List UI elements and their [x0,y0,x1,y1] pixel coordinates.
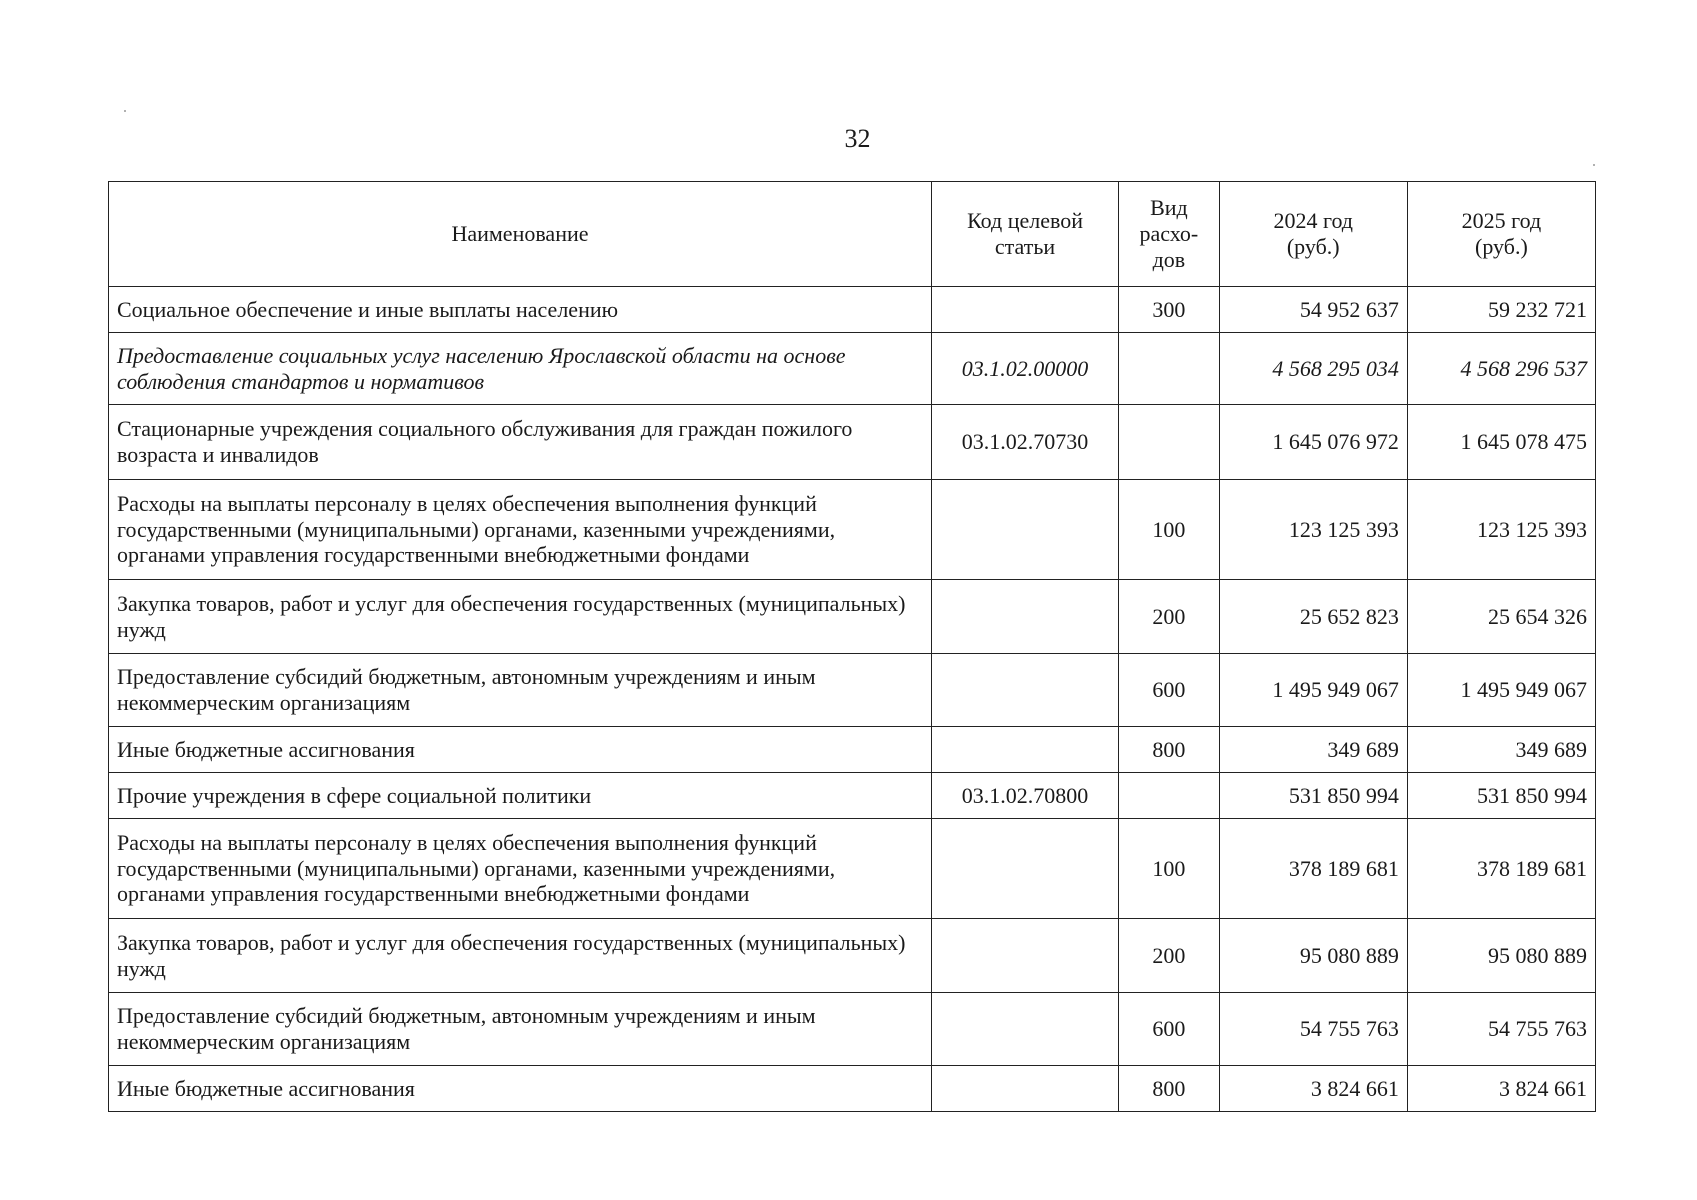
row-name: Закупка товаров, работ и услуг для обеспечения государственных (муниципальных) нужд [109,919,932,993]
row-amount-2025: 349 689 [1407,727,1595,773]
row-name: Расходы на выплаты персоналу в целях обеспечения выполнения функций государственными (муниципальными) органами, казенными учреждениями, органами управления государственными внебюджетными фондами [109,819,932,919]
row-type [1119,333,1220,405]
table-row [109,654,1596,727]
row-name: Иные бюджетные ассигнования [109,1066,932,1112]
table-row [109,287,1596,333]
row-code [931,654,1118,727]
table-row [109,993,1596,1066]
row-amount-2024: 54 952 637 [1219,287,1407,333]
header-year-2024: 2024 год (руб.) [1219,182,1407,287]
row-code [931,580,1118,654]
budget-table [108,181,1596,1112]
row-amount-2025: 3 824 661 [1407,1066,1595,1112]
row-amount-2024: 378 189 681 [1219,819,1407,919]
row-name: Закупка товаров, работ и услуг для обеспечения государственных (муниципальных) нужд [109,580,932,654]
header-year-2025: 2025 год (руб.) [1407,182,1595,287]
row-name: Предоставление субсидий бюджетным, автономным учреждениям и иным некоммерческим организациям [109,993,932,1066]
table-row [109,480,1596,580]
table-row [109,727,1596,773]
table-row [109,405,1596,480]
row-name: Стационарные учреждения социального обслуживания для граждан пожилого возраста и инвалидов [109,405,932,480]
row-amount-2025: 4 568 296 537 [1407,333,1595,405]
row-amount-2025: 123 125 393 [1407,480,1595,580]
header-name: Наименование [109,182,932,287]
row-name: Расходы на выплаты персоналу в целях обеспечения выполнения функций государственными (муниципальными) органами, казенными учреждениями, органами управления государственными внебюджетными фондами [109,480,932,580]
scan-speck [1593,164,1595,166]
row-code [931,287,1118,333]
row-name: Предоставление социальных услуг населению Ярославской области на основе соблюдения стандартов и нормативов [109,333,932,405]
row-amount-2025: 1 495 949 067 [1407,654,1595,727]
row-amount-2025: 531 850 994 [1407,773,1595,819]
row-amount-2024: 123 125 393 [1219,480,1407,580]
row-name: Социальное обеспечение и иные выплаты населению [109,287,932,333]
row-type [1119,405,1220,480]
row-amount-2025: 59 232 721 [1407,287,1595,333]
row-type: 800 [1119,727,1220,773]
row-type: 600 [1119,993,1220,1066]
table-row [109,333,1596,405]
row-code [931,819,1118,919]
row-amount-2024: 1 495 949 067 [1219,654,1407,727]
row-type: 300 [1119,287,1220,333]
table-header-row [109,182,1596,287]
row-amount-2024: 531 850 994 [1219,773,1407,819]
row-type: 100 [1119,819,1220,919]
row-amount-2024: 54 755 763 [1219,993,1407,1066]
header-target-code: Код целевой статьи [931,182,1118,287]
table-row [109,819,1596,919]
row-amount-2024: 4 568 295 034 [1219,333,1407,405]
row-amount-2024: 25 652 823 [1219,580,1407,654]
row-code [931,919,1118,993]
table-row [109,580,1596,654]
row-amount-2025: 1 645 078 475 [1407,405,1595,480]
row-amount-2025: 378 189 681 [1407,819,1595,919]
scan-speck [124,110,126,112]
row-amount-2024: 95 080 889 [1219,919,1407,993]
row-code: 03.1.02.70730 [931,405,1118,480]
row-type: 800 [1119,1066,1220,1112]
row-code: 03.1.02.00000 [931,333,1118,405]
row-code [931,993,1118,1066]
row-name: Иные бюджетные ассигнования [109,727,932,773]
header-expense-type: Вид расхо- дов [1119,182,1220,287]
row-code [931,480,1118,580]
row-type: 100 [1119,480,1220,580]
row-code [931,727,1118,773]
row-amount-2024: 1 645 076 972 [1219,405,1407,480]
table-body [109,287,1596,1112]
row-code [931,1066,1118,1112]
row-amount-2024: 3 824 661 [1219,1066,1407,1112]
row-amount-2025: 54 755 763 [1407,993,1595,1066]
row-type: 200 [1119,919,1220,993]
row-name: Предоставление субсидий бюджетным, автономным учреждениям и иным некоммерческим организациям [109,654,932,727]
row-name: Прочие учреждения в сфере социальной политики [109,773,932,819]
table-row [109,773,1596,819]
row-type: 200 [1119,580,1220,654]
row-amount-2025: 25 654 326 [1407,580,1595,654]
row-code: 03.1.02.70800 [931,773,1118,819]
row-type [1119,773,1220,819]
table-row [109,919,1596,993]
row-type: 600 [1119,654,1220,727]
table-row [109,1066,1596,1112]
row-amount-2024: 349 689 [1219,727,1407,773]
page-number: 32 [844,124,871,153]
row-amount-2025: 95 080 889 [1407,919,1595,993]
